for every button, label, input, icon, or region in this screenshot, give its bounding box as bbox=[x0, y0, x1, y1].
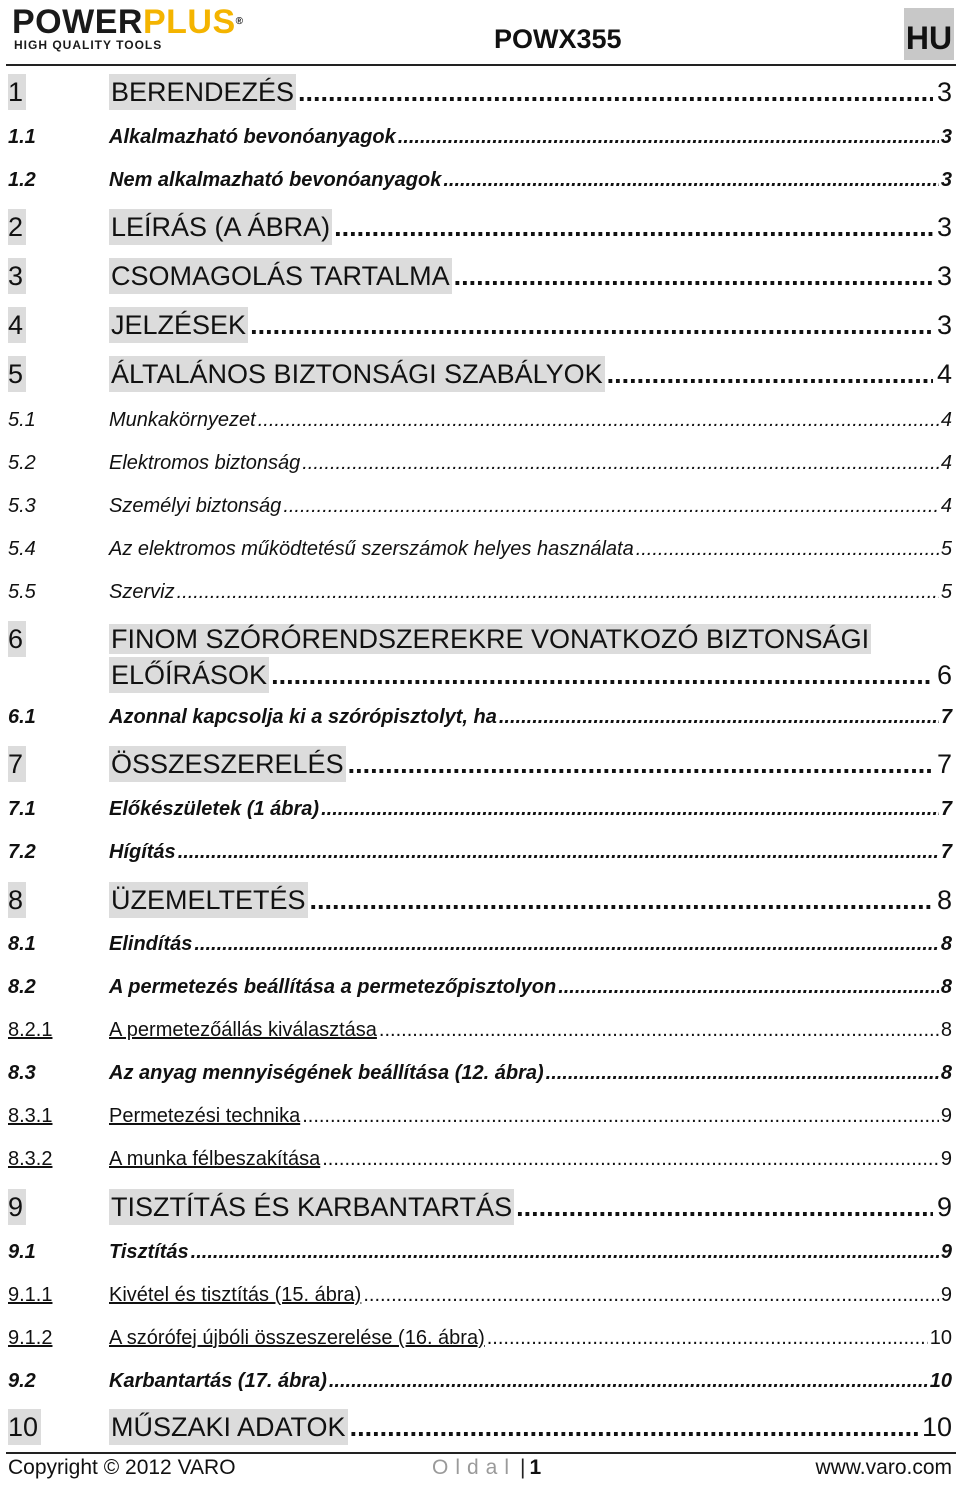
toc-page: 4 bbox=[940, 495, 952, 517]
toc-page: 3 bbox=[936, 310, 952, 340]
toc-title: Kivétel és tisztítás (15. ábra) bbox=[109, 1284, 362, 1306]
toc-title: ÜZEMELTETÉS bbox=[109, 882, 308, 918]
page-separator: | bbox=[520, 1456, 526, 1479]
toc-leader bbox=[487, 1325, 928, 1351]
toc-number: 1.2 bbox=[8, 169, 36, 191]
page-header bbox=[0, 0, 960, 64]
toc-leader bbox=[363, 1282, 939, 1308]
copyright-text: Copyright © 2012 VARO bbox=[8, 1456, 236, 1479]
toc-leader bbox=[516, 1189, 933, 1225]
toc-number: 9 bbox=[8, 1189, 26, 1225]
toc-title-line2: ELŐÍRÁSOK bbox=[109, 657, 269, 693]
toc-number: 2 bbox=[8, 209, 26, 245]
toc-title: Nem alkalmazható bevonóanyagok bbox=[109, 169, 442, 191]
toc-leader bbox=[302, 1103, 939, 1129]
toc-title: A permetezés beállítása a permetezőpisztolyon bbox=[109, 976, 557, 998]
toc-number: 7.1 bbox=[8, 798, 36, 820]
language-badge: HU bbox=[904, 8, 954, 60]
toc-leader bbox=[558, 974, 939, 1000]
toc-title: TISZTÍTÁS ÉS KARBANTARTÁS bbox=[109, 1189, 514, 1225]
toc-title: Szerviz bbox=[109, 581, 175, 603]
toc-leader bbox=[398, 124, 939, 150]
toc-page: 9 bbox=[936, 1192, 952, 1222]
toc-number: 8.3.1 bbox=[8, 1105, 53, 1127]
logo-word-power: POWER bbox=[12, 3, 143, 41]
toc-title: BERENDEZÉS bbox=[109, 74, 296, 110]
toc-title: Hígítás bbox=[109, 841, 176, 863]
toc-number: 9.1.2 bbox=[8, 1327, 53, 1349]
toc-title: CSOMAGOLÁS TARTALMA bbox=[109, 258, 452, 294]
toc-leader bbox=[283, 493, 939, 519]
toc-number: 4 bbox=[8, 307, 26, 343]
toc-title: ÁLTALÁNOS BIZTONSÁGI SZABÁLYOK bbox=[109, 356, 605, 392]
powerplus-logo bbox=[12, 4, 294, 52]
registered-mark: ® bbox=[235, 16, 244, 27]
toc-title: Munkakörnyezet bbox=[109, 409, 256, 431]
toc-leader bbox=[329, 1368, 928, 1394]
toc-title: Alkalmazható bevonóanyagok bbox=[109, 126, 396, 148]
toc-page: 9 bbox=[940, 1241, 952, 1263]
toc-leader bbox=[178, 839, 939, 865]
toc-number: 7 bbox=[8, 746, 26, 782]
page-word: Oldal bbox=[432, 1456, 517, 1479]
toc-title: Elindítás bbox=[109, 933, 193, 955]
header-rule bbox=[6, 64, 956, 66]
toc-page: 5 bbox=[940, 538, 952, 560]
toc-number: 3 bbox=[8, 258, 26, 294]
toc-page: 9 bbox=[940, 1284, 952, 1306]
toc-page: 8 bbox=[936, 885, 952, 915]
toc-title: MŰSZAKI ADATOK bbox=[109, 1409, 348, 1445]
toc-title: Az elektromos működtetésű szerszámok helyes használata bbox=[109, 538, 634, 560]
toc-page: 7 bbox=[940, 841, 952, 863]
toc-page: 4 bbox=[936, 359, 952, 389]
toc-page: 3 bbox=[936, 212, 952, 242]
toc-number: 8.2.1 bbox=[8, 1019, 53, 1041]
toc-leader bbox=[499, 704, 939, 730]
toc-leader bbox=[321, 796, 939, 822]
toc-leader bbox=[322, 1146, 939, 1172]
toc-page: 4 bbox=[940, 452, 952, 474]
logo-tagline: HIGH QUALITY TOOLS bbox=[14, 38, 163, 52]
toc-leader bbox=[454, 258, 933, 294]
footer-rule bbox=[6, 1452, 956, 1454]
toc-page: 3 bbox=[940, 126, 952, 148]
toc-page: 3 bbox=[936, 77, 952, 107]
logo-wordmark bbox=[12, 4, 244, 40]
toc-title: Permetezési technika bbox=[109, 1105, 301, 1127]
toc-number: 5.4 bbox=[8, 538, 36, 560]
toc-title: Karbantartás (17. ábra) bbox=[109, 1370, 327, 1392]
toc-page: 8 bbox=[940, 1062, 952, 1084]
page-indicator bbox=[432, 1456, 541, 1480]
toc-page: 9 bbox=[940, 1148, 952, 1170]
toc-number: 6 bbox=[8, 621, 26, 657]
toc-page: 8 bbox=[940, 1019, 952, 1041]
toc-page: 7 bbox=[936, 749, 952, 779]
toc-leader bbox=[271, 657, 933, 693]
toc-title: ÖSSZESZERELÉS bbox=[109, 746, 346, 782]
toc-title-line1: FINOM SZÓRÓRENDSZEREKRE VONATKOZÓ BIZTONSÁGI bbox=[111, 624, 870, 654]
toc-number: 1 bbox=[8, 74, 26, 110]
toc-leader bbox=[177, 579, 939, 605]
toc-title: A szórófej újbóli összeszerelése (16. ábra) bbox=[109, 1327, 485, 1349]
toc-number: 9.1.1 bbox=[8, 1284, 53, 1306]
toc-page: 5 bbox=[940, 581, 952, 603]
toc-page: 9 bbox=[940, 1105, 952, 1127]
toc-number: 9.2 bbox=[8, 1370, 36, 1392]
toc-page: 3 bbox=[940, 169, 952, 191]
toc-number: 10 bbox=[8, 1409, 41, 1445]
toc-page: 10 bbox=[921, 1412, 952, 1442]
toc-page: 3 bbox=[936, 261, 952, 291]
toc-title: A permetezőállás kiválasztása bbox=[109, 1019, 377, 1041]
toc-number: 8.3.2 bbox=[8, 1148, 53, 1170]
toc-leader bbox=[636, 536, 939, 562]
toc-number: 5.2 bbox=[8, 452, 36, 474]
toc-leader bbox=[334, 209, 933, 245]
toc-leader bbox=[350, 1409, 918, 1445]
toc-page: 10 bbox=[929, 1370, 952, 1392]
toc-title: A munka félbeszakítása bbox=[109, 1148, 321, 1170]
toc-number: 6.1 bbox=[8, 706, 36, 728]
toc-title: Előkészületek (1 ábra) bbox=[109, 798, 320, 820]
toc-number: 1.1 bbox=[8, 126, 36, 148]
page-footer bbox=[8, 1456, 952, 1484]
toc-number: 5.1 bbox=[8, 409, 36, 431]
toc-leader bbox=[443, 167, 939, 193]
toc-title: Elektromos biztonság bbox=[109, 452, 301, 474]
toc-page: 7 bbox=[940, 798, 952, 820]
toc-number: 5 bbox=[8, 356, 26, 392]
toc-number: 8.2 bbox=[8, 976, 36, 998]
logo-word-plus: PLUS bbox=[142, 3, 236, 41]
toc-number: 8.3 bbox=[8, 1062, 36, 1084]
toc-leader bbox=[310, 882, 933, 918]
toc-page: 8 bbox=[940, 976, 952, 998]
model-number: POWX355 bbox=[494, 24, 622, 54]
toc-leader bbox=[191, 1239, 939, 1265]
toc-page: 6 bbox=[936, 660, 952, 690]
toc-title: Az anyag mennyiségének beállítása (12. ábra) bbox=[109, 1062, 544, 1084]
toc-number: 7.2 bbox=[8, 841, 36, 863]
toc-leader bbox=[250, 307, 933, 343]
website-link[interactable]: www.varo.com bbox=[815, 1456, 952, 1479]
toc-leader bbox=[302, 450, 939, 476]
toc-leader bbox=[258, 407, 939, 433]
toc-page: 10 bbox=[929, 1327, 952, 1349]
toc-leader bbox=[607, 356, 933, 392]
toc-page: 4 bbox=[940, 409, 952, 431]
toc-leader bbox=[348, 746, 933, 782]
toc-title: LEÍRÁS (A ÁBRA) bbox=[109, 209, 332, 245]
toc-title: Személyi biztonság bbox=[109, 495, 282, 517]
toc-leader bbox=[546, 1060, 939, 1086]
toc-title: Azonnal kapcsolja ki a szórópisztolyt, ha bbox=[109, 706, 497, 728]
toc-number: 5.5 bbox=[8, 581, 36, 603]
toc-title: Tisztítás bbox=[109, 1241, 189, 1263]
toc-title: JELZÉSEK bbox=[109, 307, 248, 343]
toc-leader bbox=[379, 1017, 939, 1043]
toc-leader bbox=[194, 931, 939, 957]
toc-leader bbox=[298, 74, 933, 110]
toc-number: 8.1 bbox=[8, 933, 36, 955]
toc-page: 8 bbox=[940, 933, 952, 955]
page-number: 1 bbox=[529, 1456, 542, 1479]
toc-number: 5.3 bbox=[8, 495, 36, 517]
toc-number: 9.1 bbox=[8, 1241, 36, 1263]
toc-number: 8 bbox=[8, 882, 26, 918]
toc-page: 7 bbox=[940, 706, 952, 728]
